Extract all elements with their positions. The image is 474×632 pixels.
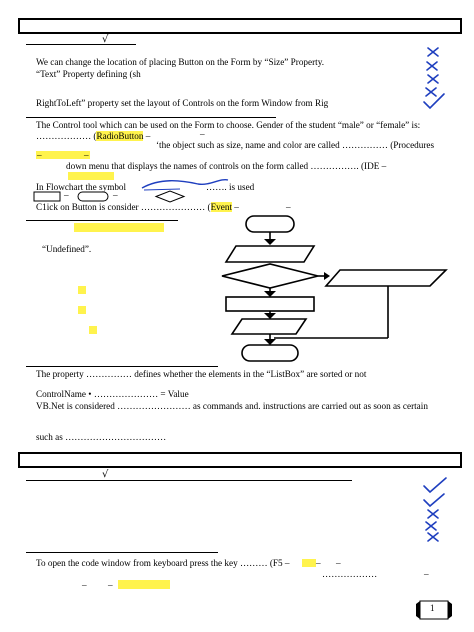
separator: –: [37, 150, 42, 160]
question-5: [36, 202, 239, 212]
highlighted-answer: RadioButton: [96, 131, 144, 141]
separator: –: [108, 580, 113, 590]
question-1-answer: [36, 131, 150, 141]
statement-1: We can change the location of placing Button on the Form by “Size” Property.: [36, 57, 324, 67]
flowchart-decision: [222, 264, 318, 288]
question-1: The Control tool which can be used on the Form to choose. Gender of the student “male” or “female” is:: [36, 120, 421, 130]
page-number: 1: [430, 603, 435, 613]
flowchart-io: [232, 319, 306, 334]
flowchart-end: [242, 345, 298, 361]
separator: –: [200, 129, 205, 139]
flowchart-output: [326, 270, 446, 286]
undefined-label: “Undefined”.: [42, 244, 92, 254]
section-divider: [26, 117, 276, 118]
section-header-box-2: [18, 452, 462, 468]
question-2: ‘the object such as size, name and color are called …………… (Procedures: [156, 140, 435, 150]
separator: –: [84, 150, 89, 160]
blank: ………………: [322, 569, 378, 579]
blank: ……………… (: [36, 131, 97, 141]
question-text: C1ick on Button is consider ………………… (: [36, 202, 211, 212]
separator: –: [64, 190, 69, 200]
question-4: In Flowchart the symbol: [36, 182, 127, 192]
section-header-box-1: [18, 18, 462, 34]
flowchart-process: [226, 297, 314, 311]
handwritten-marks-2: [420, 476, 452, 544]
section-divider: [26, 366, 218, 367]
question-6: The property …………… defines whether the elements in the “ListBox” are sorted or not: [36, 369, 367, 379]
question-3: down menu that displays the names of controls on the form called ……………. (IDE –: [66, 161, 387, 171]
highlight-square: [78, 306, 86, 314]
statement-3: RightToLeft” property set the layout of Controls on the form Window from Rig: [36, 98, 329, 108]
flowchart-input: [226, 246, 314, 262]
question-7: ControlName • ………………… = Value: [36, 389, 189, 399]
separator: –: [424, 569, 429, 579]
highlight-block: [118, 580, 170, 589]
separator: –: [336, 558, 341, 568]
highlight-block: [36, 151, 90, 159]
check-mark: √: [102, 469, 109, 480]
separator: –: [316, 558, 321, 568]
flowchart-diagram: [210, 210, 474, 370]
highlight-block: [74, 223, 164, 232]
highlighted-answer: Event: [210, 202, 232, 212]
separator: –: [232, 202, 239, 212]
separator: –: [113, 190, 118, 200]
separator: –: [82, 580, 87, 590]
separator: –: [143, 131, 151, 141]
section-divider: [26, 552, 218, 553]
highlight-square: [89, 326, 97, 334]
flowchart-start: [246, 216, 294, 232]
answer-line: [26, 480, 352, 481]
question-8-continued: such as ……………………………: [36, 432, 167, 442]
check-mark: √: [102, 34, 109, 45]
highlight-block: [68, 172, 114, 180]
separator: –: [286, 202, 291, 212]
question-4-tail: ……. is used: [206, 182, 255, 192]
statement-2: “Text” Property defining (sh: [36, 69, 141, 79]
section-divider: [26, 220, 178, 221]
highlight-block: [302, 559, 316, 567]
question-9: To open the code window from keyboard press the key ……… (F5 –: [36, 558, 290, 568]
answer-line: [26, 44, 136, 45]
question-8: VB.Net is considered …………………… as commands and. instructions are carried out as soon as certain: [36, 401, 428, 411]
handwritten-marks-1: [420, 44, 450, 114]
highlight-square: [78, 286, 86, 294]
